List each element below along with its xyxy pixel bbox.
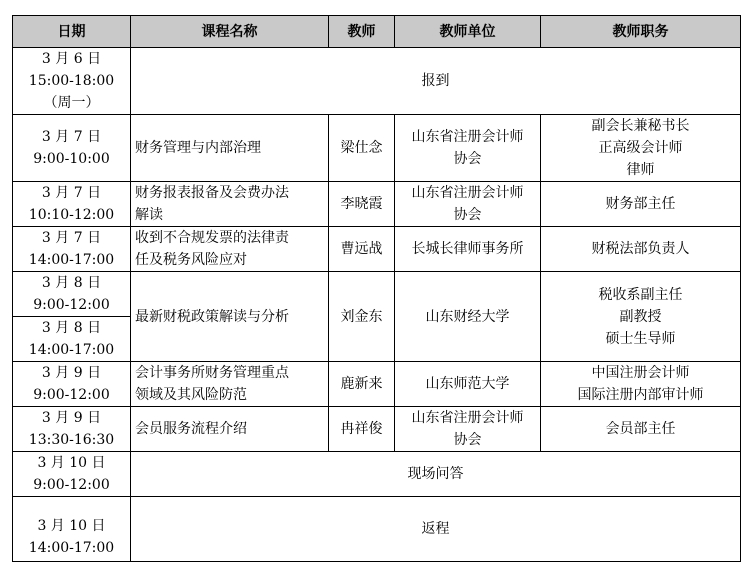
date-cell: [13, 115, 131, 182]
time-line: 9:00-12:00: [33, 477, 110, 493]
time-line: 14:00-17:00: [28, 252, 115, 268]
header-course: 课程名称: [131, 16, 329, 48]
header-date: 日期: [13, 16, 131, 48]
course-cell: [131, 407, 329, 452]
teacher-cell: 刘金东: [329, 272, 395, 362]
unit-cell: [395, 182, 541, 227]
date-line: 3 月 9 日: [41, 365, 102, 381]
teacher-cell: 曹远战: [329, 227, 395, 272]
title-line: 会员部主任: [605, 421, 676, 437]
time-line: 15:00-18:00: [28, 73, 115, 89]
unit-line: 山东财经大学: [425, 308, 510, 325]
title-line: 税收系副主任: [598, 286, 683, 303]
header-row: [13, 16, 741, 48]
time-line: 9:00-10:00: [33, 151, 110, 167]
schedule-table: [12, 15, 741, 562]
title-line: 副教授: [619, 308, 662, 325]
date-line: 3 月 7 日: [41, 230, 102, 246]
title-line: 副会长兼秘书长: [591, 118, 690, 134]
course-line: 财务管理与内部治理: [135, 140, 261, 156]
title-line: 国际注册内部审计师: [577, 387, 704, 403]
date-cell: [13, 272, 131, 317]
title-line: 正高级会计师: [598, 140, 683, 156]
table-row: [13, 407, 741, 452]
unit-cell: [395, 227, 541, 272]
header-unit: 教师单位: [395, 16, 541, 48]
course-cell: [131, 362, 329, 407]
date-cell: [13, 227, 131, 272]
course-line: 财务报表报备及会费办法: [135, 185, 289, 201]
time-line: 10:10-12:00: [28, 207, 115, 223]
table-row: [13, 362, 741, 407]
title-line: 硕士生导师: [605, 330, 676, 347]
course-line: 收到不合规发票的法律责: [135, 230, 289, 246]
date-line: 3 月 9 日: [41, 410, 102, 426]
table-row: [13, 272, 741, 317]
teacher-cell: 冉祥俊: [329, 407, 395, 452]
table-row: [13, 497, 741, 562]
title-cell: [541, 182, 741, 227]
course-line: 会员服务流程介绍: [135, 421, 247, 437]
table-row: [13, 227, 741, 272]
course-cell: [131, 182, 329, 227]
date-cell: [13, 48, 131, 115]
date-line: 3 月 8 日: [41, 320, 102, 336]
span-cell: 报到: [131, 48, 741, 115]
title-cell: [541, 115, 741, 182]
table-row: [13, 182, 741, 227]
date-line: 3 月 7 日: [41, 185, 102, 201]
course-cell: [131, 115, 329, 182]
title-cell: [541, 407, 741, 452]
unit-line: 长城长律师事务所: [411, 241, 524, 257]
title-cell: [541, 272, 741, 362]
unit-line: 协会: [453, 207, 482, 223]
course-line: 领域及其风险防范: [135, 387, 247, 403]
unit-line: 山东师范大学: [425, 376, 510, 392]
course-line: 任及税务风险应对: [135, 252, 247, 268]
header-title: 教师职务: [541, 16, 741, 48]
date-line: 3 月 7 日: [41, 129, 102, 145]
unit-cell: [395, 407, 541, 452]
teacher-cell: 梁仕念: [329, 115, 395, 182]
unit-line: 协会: [453, 151, 482, 167]
span-cell: 现场问答: [131, 452, 741, 497]
table-row: [13, 48, 741, 115]
teacher-cell: 李晓霞: [329, 182, 395, 227]
date-cell: [13, 317, 131, 362]
unit-line: 山东省注册会计师: [411, 410, 524, 426]
unit-line: 协会: [453, 432, 482, 448]
course-line: 会计事务所财务管理重点: [135, 365, 289, 381]
course-cell: [131, 227, 329, 272]
time-line: 13:30-16:30: [28, 432, 115, 448]
unit-cell: [395, 272, 541, 362]
date-line: 3 月 8 日: [41, 275, 102, 291]
title-line: 律师: [626, 162, 655, 178]
span-cell: 返程: [131, 497, 741, 562]
time-line: 14:00-17:00: [28, 540, 115, 556]
date-cell: [13, 362, 131, 407]
title-cell: [541, 227, 741, 272]
title-cell: [541, 362, 741, 407]
time-line: 9:00-12:00: [33, 387, 110, 403]
unit-cell: [395, 362, 541, 407]
date-line: 3 月 6 日: [41, 51, 102, 67]
table-row: [13, 115, 741, 182]
header-teacher: 教师: [329, 16, 395, 48]
title-line: 中国注册会计师: [591, 365, 690, 381]
course-cell: [131, 272, 329, 362]
title-line: 财务部主任: [605, 196, 676, 212]
title-line: 财税法部负责人: [591, 241, 690, 257]
date-cell: [13, 497, 131, 562]
unit-line: 山东省注册会计师: [411, 185, 524, 201]
time-line: 9:00-12:00: [33, 297, 110, 313]
teacher-cell: 鹿新来: [329, 362, 395, 407]
date-cell: [13, 452, 131, 497]
course-line: 最新财税政策解读与分析: [135, 308, 289, 325]
date-cell: [13, 407, 131, 452]
date-cell: [13, 182, 131, 227]
unit-line: 山东省注册会计师: [411, 129, 524, 145]
date-line: 3 月 10 日: [37, 518, 106, 534]
course-line: 解读: [135, 207, 163, 223]
time-line: 14:00-17:00: [28, 342, 115, 358]
table-row: [13, 452, 741, 497]
date-line: 3 月 10 日: [37, 455, 106, 471]
weekday-line: （周一）: [43, 95, 100, 111]
unit-cell: [395, 115, 541, 182]
